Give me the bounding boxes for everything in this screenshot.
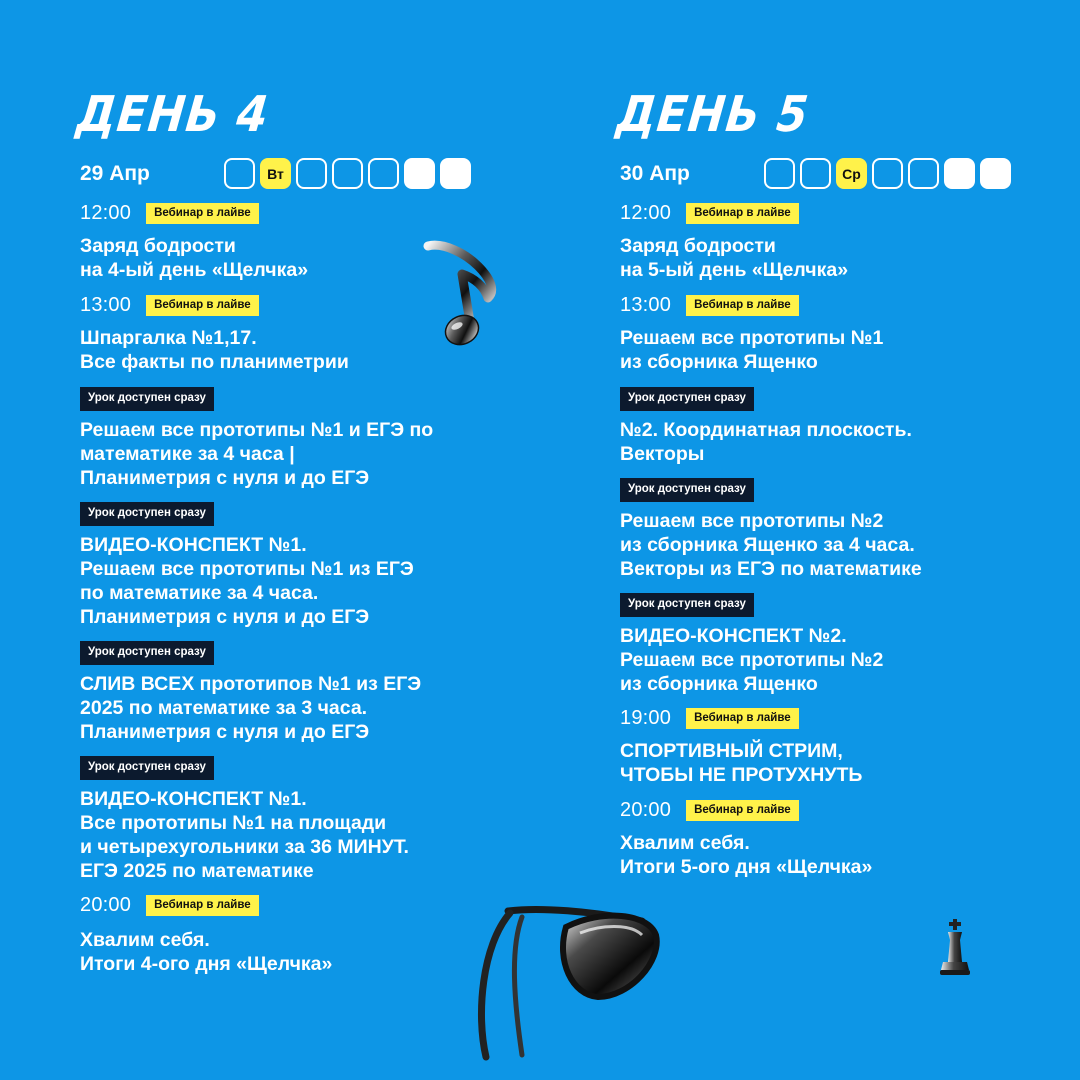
available-now-badge: Урок доступен сразу — [80, 756, 214, 780]
live-webinar-badge: Вебинар в лайве — [146, 895, 259, 917]
event-title: ВИДЕО-КОНСПЕКТ №2. Решаем все прототипы №2 из сборника Ященко — [620, 625, 884, 695]
weekday-box-weekend — [404, 158, 435, 189]
event-title: СЛИВ ВСЕХ прототипов №1 из ЕГЭ 2025 по математике за 3 часа. Планиметрия с нуля и до ЕГЭ — [80, 673, 422, 743]
time-row — [620, 799, 799, 822]
time-row — [80, 894, 259, 917]
day5-date: 30 Апр — [620, 162, 690, 185]
chess-king-icon — [938, 918, 972, 978]
weekday-box — [224, 158, 255, 189]
event-title: ВИДЕО-КОНСПЕКТ №1. Решаем все прототипы №1 из ЕГЭ по математике за 4 часа. Планиметрия с нуля и до ЕГЭ — [80, 534, 414, 628]
music-note-icon — [418, 238, 500, 352]
weekday-box-active: Ср — [836, 158, 867, 189]
event-time: 12:00 — [80, 202, 132, 224]
event-title: Хвалим себя. Итоги 5-ого дня «Щелчка» — [620, 832, 873, 878]
weekday-box-active: Вт — [260, 158, 291, 189]
weekday-box — [872, 158, 903, 189]
available-now-badge: Урок доступен сразу — [620, 593, 754, 617]
weekday-box-weekend — [944, 158, 975, 189]
weekday-box — [908, 158, 939, 189]
live-webinar-badge: Вебинар в лайве — [686, 295, 799, 317]
available-now-badge: Урок доступен сразу — [80, 641, 214, 665]
day4-weekdays — [224, 158, 471, 189]
day5-title: ДЕНЬ 5 — [613, 86, 812, 144]
time-row — [620, 707, 799, 730]
event-time: 12:00 — [620, 202, 672, 224]
time-row — [80, 202, 259, 225]
available-now-badge: Урок доступен сразу — [80, 387, 214, 411]
available-now-badge: Урок доступен сразу — [620, 478, 754, 502]
available-now-badge: Урок доступен сразу — [620, 387, 754, 411]
day4-date: 29 Апр — [80, 162, 150, 185]
live-webinar-badge: Вебинар в лайве — [686, 203, 799, 225]
day4-title: ДЕНЬ 4 — [73, 86, 272, 144]
time-row — [80, 294, 259, 317]
event-title: ВИДЕО-КОНСПЕКТ №1. Все прототипы №1 на площади и четырехугольники за 36 МИНУТ. ЕГЭ 2025 по математике — [80, 788, 409, 882]
live-webinar-badge: Вебинар в лайве — [686, 708, 799, 730]
event-title: Решаем все прототипы №2 из сборника Ященко за 4 часа. Векторы из ЕГЭ по математике — [620, 510, 922, 580]
event-title: Заряд бодрости на 4-ый день «Щелчка» — [80, 235, 309, 281]
event-title: №2. Координатная плоскость. Векторы — [620, 419, 912, 465]
available-now-badge: Урок доступен сразу — [80, 502, 214, 526]
weekday-box-weekend — [440, 158, 471, 189]
day5-weekdays — [764, 158, 1011, 189]
event-title: СПОРТИВНЫЙ СТРИМ, ЧТОБЫ НЕ ПРОТУХНУТЬ — [620, 740, 863, 786]
weekday-box — [764, 158, 795, 189]
event-title: Заряд бодрости на 5-ый день «Щелчка» — [620, 235, 849, 281]
event-title: Шпаргалка №1,17. Все факты по планиметрии — [80, 327, 349, 373]
sunglasses-icon — [470, 905, 662, 1065]
live-webinar-badge: Вебинар в лайве — [686, 800, 799, 822]
event-title: Решаем все прототипы №1 и ЕГЭ по математике за 4 часа | Планиметрия с нуля и до ЕГЭ — [80, 419, 434, 489]
weekday-box — [368, 158, 399, 189]
live-webinar-badge: Вебинар в лайве — [146, 203, 259, 225]
event-time: 13:00 — [80, 294, 132, 316]
weekday-box — [800, 158, 831, 189]
event-time: 20:00 — [620, 799, 672, 821]
time-row — [620, 294, 799, 317]
weekday-box — [332, 158, 363, 189]
event-title: Решаем все прототипы №1 из сборника Ященко — [620, 327, 884, 373]
weekday-box — [296, 158, 327, 189]
event-time: 13:00 — [620, 294, 672, 316]
event-title: Хвалим себя. Итоги 4-ого дня «Щелчка» — [80, 929, 333, 975]
live-webinar-badge: Вебинар в лайве — [146, 295, 259, 317]
event-time: 19:00 — [620, 707, 672, 729]
weekday-box-weekend — [980, 158, 1011, 189]
time-row — [620, 202, 799, 225]
event-time: 20:00 — [80, 894, 132, 916]
